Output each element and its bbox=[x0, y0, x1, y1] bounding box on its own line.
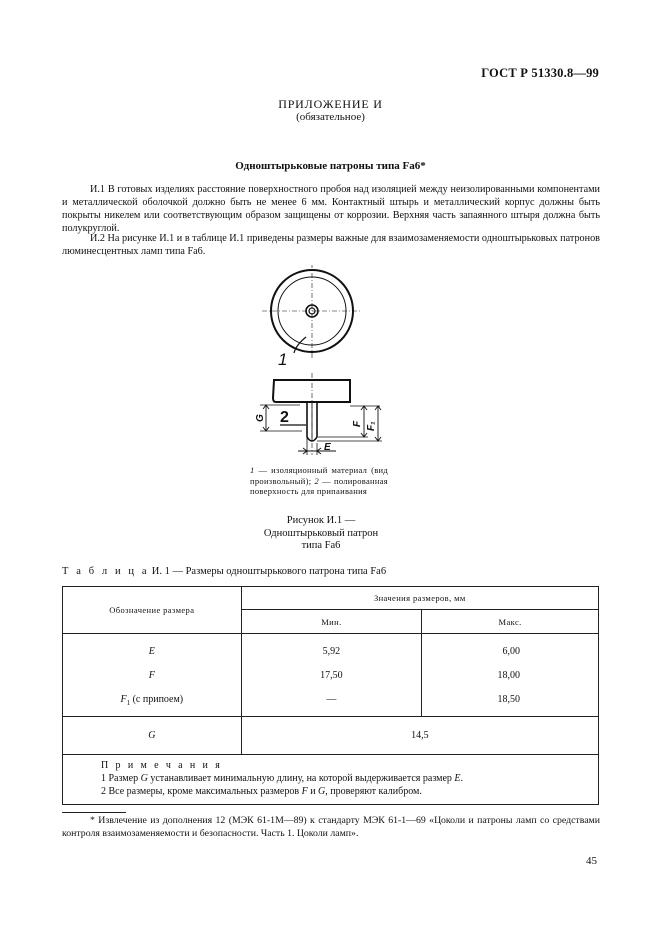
appendix-subtitle: (обязательное) bbox=[296, 111, 365, 123]
label-F: F bbox=[352, 420, 363, 427]
legend-num-2: 2 bbox=[314, 475, 320, 486]
socket-drawing bbox=[240, 265, 400, 465]
document-code: ГОСТ Р 51330.8—99 bbox=[481, 66, 599, 80]
table-row-g-name: G bbox=[63, 717, 242, 755]
label-G: G bbox=[255, 414, 266, 422]
legend-text-2: — полированная поверхность для припаивания bbox=[250, 475, 388, 496]
label-1: 1 bbox=[278, 350, 288, 369]
legend-text-1: — изоляционный материал (вид произвольный); bbox=[250, 465, 388, 486]
table-cell-min: 5,92 bbox=[322, 646, 341, 657]
label-E: E bbox=[324, 442, 331, 453]
table-title bbox=[62, 566, 386, 577]
legend-num-1: 1 bbox=[250, 465, 255, 475]
rows-max bbox=[422, 634, 599, 717]
section-title: Одноштырьковые патроны типа Fa6* bbox=[235, 160, 426, 172]
footnote-divider bbox=[62, 812, 126, 813]
figure-legend bbox=[250, 465, 388, 497]
table-row-name: F bbox=[148, 670, 155, 681]
rows-names bbox=[63, 634, 242, 717]
header-values: Значения размеров, мм bbox=[241, 587, 598, 610]
table-notes bbox=[63, 755, 599, 805]
figure-caption: Рисунок И.1 — Одноштырьковый патрон типа Fa6 bbox=[263, 515, 379, 551]
table-title-rest: И. 1 — Размеры одноштырькового патрона типа Fa6 bbox=[149, 566, 387, 577]
label-2: 2 bbox=[280, 409, 289, 426]
table-cell-min: — bbox=[326, 694, 337, 705]
rows-min bbox=[241, 634, 422, 717]
table-row-name: E bbox=[148, 646, 155, 657]
note-1: 1 Размер G устанавливает минимальную длину, на которой выдерживается размер E. bbox=[101, 773, 464, 784]
paragraph-2: И.2 На рисунке И.1 и в таблице И.1 приведены размеры важные для взаимозаменяемости одноштырьковых патронов люминесцентных ламп типа Fa6. bbox=[62, 233, 600, 257]
table-title-prefix: Т а б л и ц а bbox=[62, 566, 150, 577]
table-cell-max: 18,50 bbox=[497, 694, 520, 705]
table-row-name: $F_1$ (с припоем) bbox=[120, 694, 184, 707]
header-min: Мин. bbox=[241, 610, 422, 634]
footnote: * Извлечение из дополнения 12 (МЭК 61-1М—89) к стандарту МЭК 61-1—69 «Цоколи и патроны ламп со средствами контроля взаимозаменяемости и безопасности. Часть 1. Цоколи ламп». bbox=[62, 815, 600, 839]
label-F1: F₁ bbox=[366, 421, 377, 431]
dimensions-table bbox=[62, 586, 599, 805]
header-designation: Обозначение размера bbox=[63, 587, 242, 634]
paragraph-1: И.1 В готовых изделиях расстояние поверхностного пробоя над изоляцией между неизолированными компонентами и металлической оболочкой должно быть не менее 6 мм. Контактный штырь и металлический корпус должны быть покрыты никелем или соответствующим образом защищены от коррозии. Верхняя часть запаянного штыря должна быть полукруглой. bbox=[62, 184, 600, 234]
table-cell-max: 6,00 bbox=[502, 646, 520, 657]
notes-heading: П р и м е ч а н и я bbox=[101, 760, 223, 771]
header-max: Макс. bbox=[422, 610, 599, 634]
table-cell-min: 17,50 bbox=[320, 670, 343, 681]
page-number: 45 bbox=[586, 855, 597, 867]
table-cell-max: 18,00 bbox=[497, 670, 520, 681]
appendix-title: ПРИЛОЖЕНИЕ И bbox=[278, 97, 383, 111]
table-row-g-value: 14,5 bbox=[241, 717, 598, 755]
note-2: 2 Все размеры, кроме максимальных размеров F и G, проверяют калибром. bbox=[101, 786, 422, 797]
socket-body bbox=[273, 380, 350, 402]
